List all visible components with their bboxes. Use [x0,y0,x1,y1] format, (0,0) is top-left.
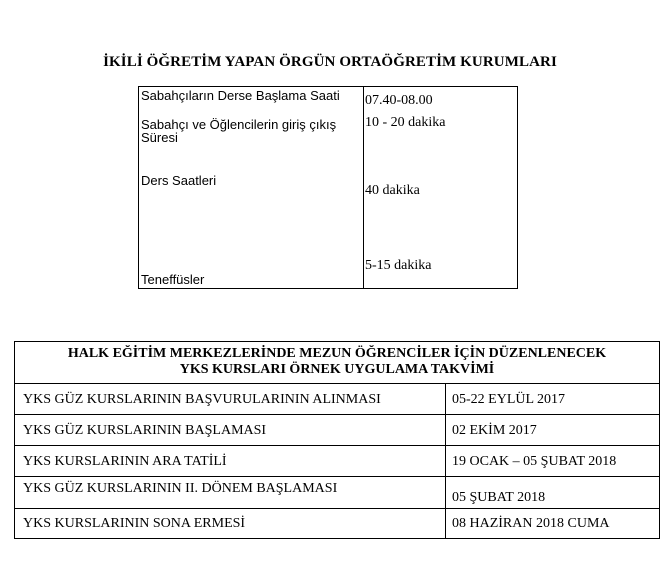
value-morning-start: 07.40-08.00 [365,93,433,108]
event-cell: YKS GÜZ KURSLARININ II. DÖNEM BAŞLAMASI [23,481,338,496]
event-cell: YKS GÜZ KURSLARININ BAŞLAMASI [23,423,267,438]
calendar-title-line1: HALK EĞİTİM MERKEZLERİNDE MEZUN ÖĞRENCİLER İÇİN DÜZENLENECEK [67,346,607,361]
label-breaks: Teneffüsler [141,272,205,287]
label-lesson-hours: Ders Saatleri [141,173,217,188]
event-cell: YKS GÜZ KURSLARININ BAŞVURULARININ ALINMASI [23,392,381,407]
table-row [15,446,659,477]
table-row [15,509,659,539]
label-shift-change-line1: Sabahçı ve Öğlencilerin giriş çıkış [141,117,337,132]
school-hours-table [138,86,518,289]
date-cell: 05 ŞUBAT 2018 [452,490,546,505]
schedule-title: İKİLİ ÖĞRETİM YAPAN ÖRGÜN ORTAÖĞRETİM KURUMLARI [103,54,557,70]
value-shift-change: 10 - 20 dakika [365,115,446,130]
value-breaks: 5-15 dakika [365,258,432,273]
calendar-title-line2: YKS KURSLARI ÖRNEK UYGULAMA TAKVİMİ [179,362,495,377]
course-calendar-table [14,341,660,539]
date-cell: 19 OCAK – 05 ŞUBAT 2018 [452,454,617,469]
calendar-table-header [15,342,659,384]
table-row [15,477,659,509]
date-cell: 02 EKİM 2017 [452,423,537,438]
table-row [15,384,659,415]
table-row [15,415,659,446]
column-divider [363,87,364,288]
event-cell: YKS KURSLARININ ARA TATİLİ [23,454,227,469]
event-cell: YKS KURSLARININ SONA ERMESİ [23,516,246,531]
label-shift-change-line2: Süresi [141,130,178,145]
label-morning-start: Sabahçıların Derse Başlama Saati [141,88,340,103]
date-cell: 05-22 EYLÜL 2017 [452,392,566,407]
value-lesson-hours: 40 dakika [365,183,420,198]
date-cell: 08 HAZİRAN 2018 CUMA [452,516,610,531]
